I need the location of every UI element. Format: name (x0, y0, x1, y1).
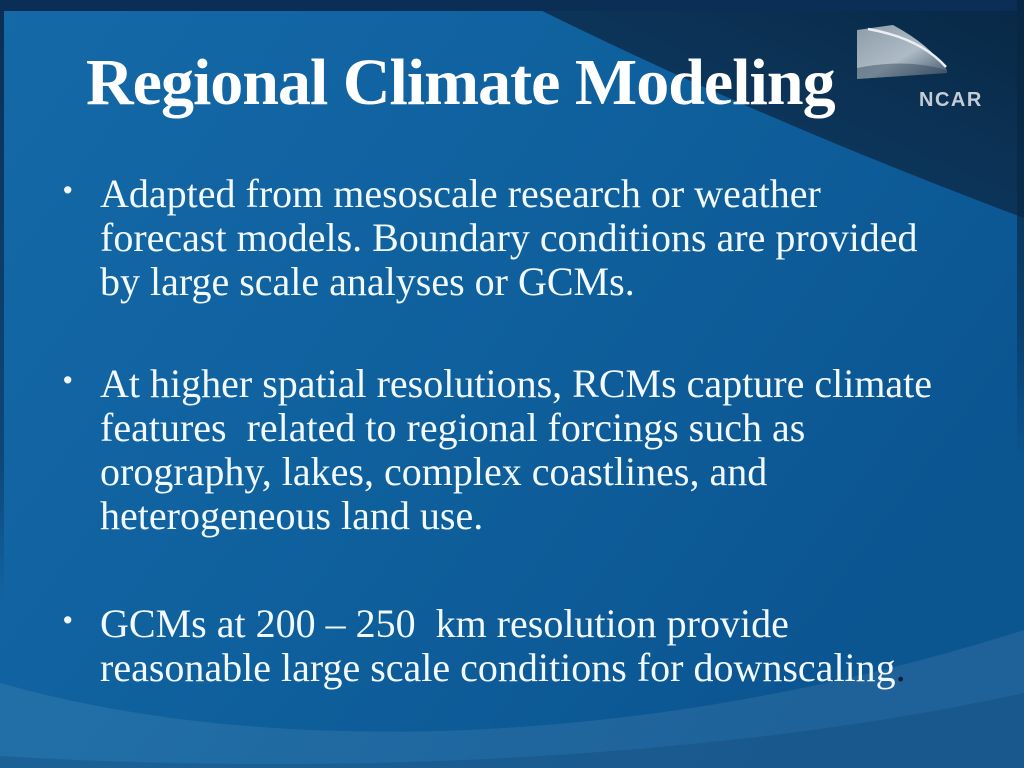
bullet-line: features related to regional forcings such as (100, 405, 806, 450)
left-border (0, 0, 4, 768)
bullet-line: forecast models. Boundary conditions are provided (100, 215, 918, 260)
bullet-line (100, 646, 1010, 690)
ncar-logo-text: NCAR (919, 89, 983, 111)
bullet-marker: • (63, 605, 73, 635)
bullet-text (100, 172, 1010, 304)
bullet-line-text: reasonable large scale conditions for downscaling (100, 645, 896, 690)
bullet-item (60, 172, 1010, 304)
bullet-marker: • (63, 365, 73, 395)
bullet-text (100, 362, 1010, 538)
dark-trailing-period: . (895, 645, 906, 690)
ncar-sail-icon (850, 22, 950, 92)
bullet-item (60, 602, 1010, 690)
top-border (0, 0, 1024, 11)
bullet-line: by large scale analyses or GCMs. (100, 259, 635, 304)
slide-title: Regional Climate Modeling (86, 46, 835, 119)
bullet-line: GCMs at 200 – 250 km resolution provide (100, 601, 789, 646)
bullet-line: heterogeneous land use. (100, 493, 484, 538)
bullet-line: Adapted from mesoscale research or weather (100, 171, 821, 216)
ncar-logo (850, 22, 1000, 117)
bullet-line: orography, lakes, complex coastlines, and (100, 449, 768, 494)
bullet-text (100, 602, 1010, 690)
bullet-item (60, 362, 1010, 538)
bullet-list (60, 172, 1010, 690)
bullet-line: At higher spatial resolutions, RCMs capture climate (100, 361, 933, 406)
right-border (1017, 0, 1024, 768)
bullet-marker: • (63, 175, 73, 205)
